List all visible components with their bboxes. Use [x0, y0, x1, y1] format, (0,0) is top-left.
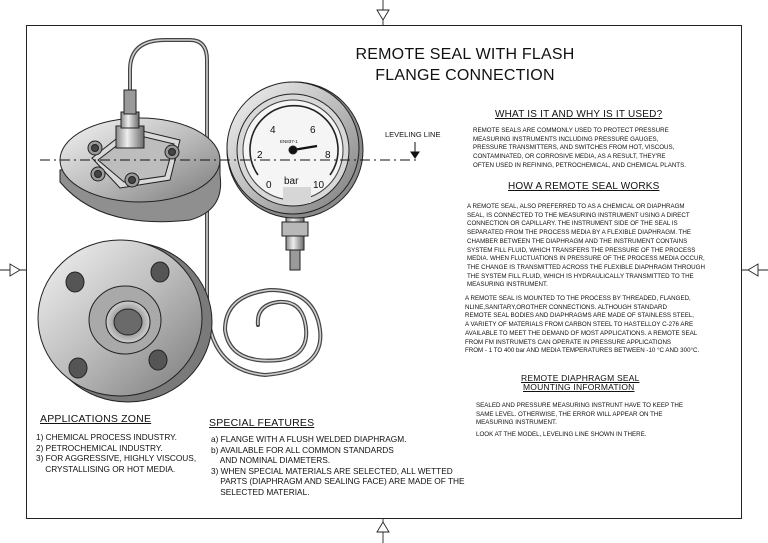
applications-item: CRYSTALLISING OR HOT MEDIA.: [36, 463, 176, 474]
how-line: A REMOTE SEAL IS MOUNTED TO THE PROCESS BY THREADED, FLANGED,: [465, 295, 691, 302]
how-line: NLINE,SANITARY,OROTHER CONNECTIONS. ALTHOUGH STANDARD: [465, 303, 667, 311]
how-line: MEASURING INSTRUMENT.: [467, 281, 548, 289]
gauge-unit-label: bar: [284, 176, 299, 187]
gauge-number-8: 8: [325, 150, 331, 161]
how-heading: HOW A REMOTE SEAL WORKS: [508, 181, 660, 192]
what-line: REMOTE SEALS ARE COMMONLY USED TO PROTECT PRESSURE: [473, 127, 669, 134]
how-line: CHAMBER BETWEEN THE DIAPHRAGM AND THE INSTRUMENT CONTAINS: [467, 237, 688, 245]
what-line: CONTAMINATED, OR CORROSIVE MEDIA, AS A RESULT, THEY'RE: [473, 153, 666, 161]
mounting-line: SAME LEVEL. OTHERWISE, THE ERROR WILL APPEAR ON THE: [476, 410, 663, 418]
mounting-line: MEASURING INSTRUMENT.: [476, 419, 557, 427]
mounting-line: SEALED AND PRESSURE MEASURING INSTRUNT HAVE TO KEEP THE: [476, 402, 683, 409]
features-item: a) FLANGE WITH A FLUSH WELDED DIAPHRAGM.: [211, 434, 407, 444]
process-flange: [38, 240, 212, 402]
applications-heading: APPLICATIONS ZONE: [40, 413, 152, 425]
how-line: SYSTEM FILL FLUID, WHICH TRANSFERS THE PRESSURE OF THE PROCESS: [467, 246, 696, 254]
how-line: MEDIA. WHEN FLUCTUATIONS IN PRESSURE OF THE PROCESS MEDIA OCCUR,: [467, 255, 705, 263]
how-paragraph-1: [467, 203, 705, 290]
features-heading: SPECIAL FEATURES: [209, 417, 315, 429]
how-paragraph-2: [465, 295, 699, 356]
how-line: SEPARATED FROM THE PROCESS MEDIA BY A FLEXIBLE DIAPHRAGM. THE: [467, 229, 691, 237]
how-line: AVAILABLE TO MEET THE DEMAND OF MOST APPLICATIONS. A REMOTE SEAL: [465, 329, 698, 337]
gauge-number-0: 0: [266, 180, 272, 191]
how-line: FROM FM INSTRUMETS CAN OPERATE IN PRESSURE APPLICATIONS: [465, 338, 672, 346]
leveling-line-label: LEVELING LINE: [385, 130, 441, 139]
mounting-paragraph-2: [476, 431, 646, 440]
mounting-line: LOOK AT THE MODEL, LEVELING LINE SHOWN IN THERE.: [476, 431, 647, 438]
features-item: SELECTED MATERIAL.: [211, 486, 310, 497]
how-line: REMOTE SEAL BODIES AND DIAPHRAGMS ARE MADE OF STAINLESS STEEL,: [465, 312, 694, 320]
remote-seal-flange: [60, 90, 221, 222]
gauge-number-10: 10: [313, 180, 325, 191]
mounting-heading-2: MOUNTING INFORMATION: [523, 382, 635, 392]
how-line: CONNECTION OR CAPILLARY. THE INSTRUMENT SIDE OF THE SEAL IS: [467, 220, 678, 228]
mounting-paragraph-1: [476, 402, 683, 428]
document-title: [300, 44, 630, 86]
what-heading: WHAT IS IT AND WHY IS IT USED?: [495, 109, 663, 120]
how-line: SEAL, IS CONNECTED TO THE MEASURING INSTRUMENT USING A DIRECT: [467, 211, 690, 219]
how-line: FROM - 1 TO 400 bar AND MEDIA TEMPERATURES BETWEEN -10 °C AND 300°C.: [465, 347, 700, 355]
features-item: AND NOMINAL DIAMETERS.: [211, 455, 331, 465]
gauge-model-label: EN837-1: [280, 139, 298, 144]
applications-item: 2) PETROCHEMICAL INDUSTRY.: [36, 442, 163, 453]
features-item: 3) WHEN SPECIAL MATERIALS ARE SELECTED, ALL WETTED: [211, 465, 453, 476]
how-line: THE SYSTEM FILL FLUID, WHICH IS HYDRAULICALLY TRANSMITTED TO THE: [467, 272, 694, 280]
how-line: A VARIETY OF MATERIALS FROM CARBON STEEL TO HASTELLOY C-276 ARE: [465, 321, 694, 329]
features-item: PARTS (DIAPHRAGM AND SEALING FACE) ARE MADE OF THE: [211, 476, 465, 486]
how-line: A REMOTE SEAL, ALSO PREFERRED TO AS A CHEMICAL OR DIAPHRAGM: [467, 203, 685, 210]
features-item: b) AVAILABLE FOR ALL COMMON STANDARDS: [211, 444, 394, 455]
what-line: OFTEN USED IN REFINING, PETROCHEMICAL, AND CHEMICAL PLANTS.: [473, 161, 686, 169]
gauge-number-4: 4: [270, 125, 276, 136]
applications-item: 3) FOR AGGRESSIVE, HIGHLY VISCOUS,: [36, 453, 197, 463]
mounting-heading-1: REMOTE DIAPHRAGM SEAL: [521, 373, 640, 383]
what-line: PRESSURE TRANSMITTERS, AND SWITCHES FROM HOT, VISCOUS,: [473, 144, 675, 152]
what-paragraph: [473, 127, 686, 171]
gauge-number-2: 2: [257, 150, 263, 161]
title-line-2: FLANGE CONNECTION: [375, 67, 555, 84]
features-list: [211, 434, 465, 497]
title-line-1: REMOTE SEAL WITH FLASH: [355, 46, 575, 63]
how-line: THE CHANGE IS TRANSMITTED ACROSS THE FLEXIBLE DIAPHRAGM THROUGH: [467, 263, 705, 271]
what-line: MEASURING INSTRUMENTS INCLUDING PRESSURE GAUGES,: [473, 135, 659, 143]
applications-list: [36, 432, 196, 474]
gauge-number-6: 6: [310, 125, 316, 136]
applications-item: 1) CHEMICAL PROCESS INDUSTRY.: [36, 432, 177, 442]
